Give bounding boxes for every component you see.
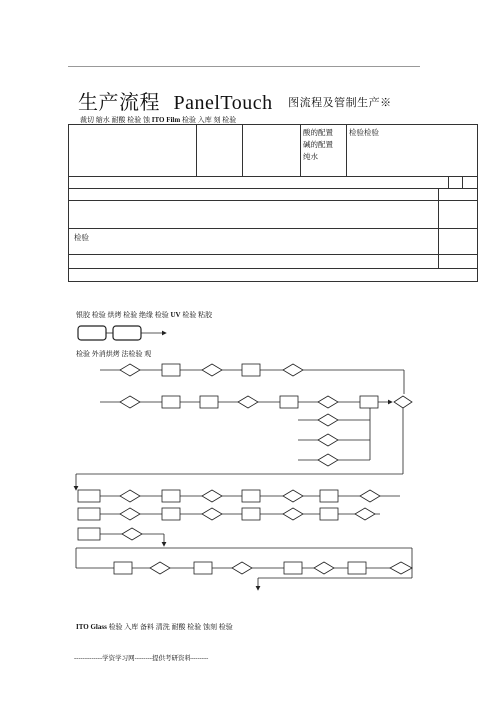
- flow-decision: [202, 508, 222, 520]
- flow-decision: [232, 562, 252, 574]
- legend-box-1: [78, 326, 106, 340]
- flow-step: [348, 562, 366, 574]
- flow-decision: [202, 490, 222, 502]
- flow-step: [242, 490, 260, 502]
- flow-decision: [355, 508, 375, 520]
- flow-step: [320, 490, 338, 502]
- legend-box-2: [113, 326, 141, 340]
- silver-process-prefix: 银胶 检验 烘烤 检验 绝缘 检验: [76, 311, 169, 319]
- flow-decision: [120, 490, 140, 502]
- flow-step: [200, 396, 218, 408]
- chemical-acid: 酸的配置: [303, 128, 333, 137]
- flow-step: [162, 508, 180, 520]
- flow-step: [162, 364, 180, 376]
- chemical-water: 纯水: [303, 152, 318, 161]
- silver-process-uv: UV: [170, 311, 181, 319]
- flow-decision: [120, 364, 140, 376]
- flow-decision: [283, 364, 303, 376]
- flow-step: [280, 396, 298, 408]
- flow-decision: [318, 454, 338, 466]
- glass-process-suffix: 检验 入库 备料 清洗 耐酸 检验 蚀刻 检验: [108, 623, 233, 631]
- flow-step: [78, 508, 100, 520]
- flow-step: [162, 396, 180, 408]
- flow-decision: [283, 508, 303, 520]
- flow-step: [320, 508, 338, 520]
- glass-process-line: [76, 622, 233, 632]
- flow-decision: [238, 396, 258, 408]
- flow-decision: [150, 562, 170, 574]
- flow-decision: [318, 414, 338, 426]
- flow-step: [284, 562, 302, 574]
- title-subtitle: 图流程及管制生产※: [288, 97, 392, 109]
- flow-decision: [318, 434, 338, 446]
- flow-step: [242, 364, 260, 376]
- flow-step: [242, 508, 260, 520]
- flow-decision: [120, 396, 140, 408]
- film-process-prefix: 裁切 缩水 耐酸 检验 蚀: [80, 116, 150, 124]
- film-process-material: ITO Film: [151, 116, 181, 124]
- flow-step: [162, 490, 180, 502]
- flow-step: [78, 490, 100, 502]
- flow-step: [360, 396, 378, 408]
- footer-note: -------------学资学习网--------提供考研资料--------: [74, 655, 209, 662]
- flow-step: [194, 562, 212, 574]
- title-zh: 生产流程: [78, 92, 160, 114]
- flow-step: [78, 528, 100, 540]
- inspect-cell: 检验检验: [349, 128, 379, 137]
- chemical-base: 碱的配置: [303, 140, 333, 149]
- flow-decision: [314, 562, 334, 574]
- flow-decision: [390, 562, 412, 574]
- flow-step: [114, 562, 132, 574]
- flow-decision: [360, 490, 380, 502]
- inspect-row-label: 检验: [74, 233, 89, 242]
- flow-decision: [202, 364, 222, 376]
- film-process-suffix: 检验 入库 刻 检验: [181, 116, 237, 124]
- flow-decision: [122, 528, 142, 540]
- flow-decision: [318, 396, 338, 408]
- flow-decision: [283, 490, 303, 502]
- flow-decision: [120, 508, 140, 520]
- bake-process-line: 检验 外消烘烤 法检验 观: [76, 350, 152, 358]
- silver-process-suffix: 检验 粘胶: [182, 311, 213, 319]
- title-en: PanelTouch: [173, 92, 273, 114]
- glass-process-material: ITO Glass: [76, 623, 107, 631]
- flow-decision: [394, 396, 412, 408]
